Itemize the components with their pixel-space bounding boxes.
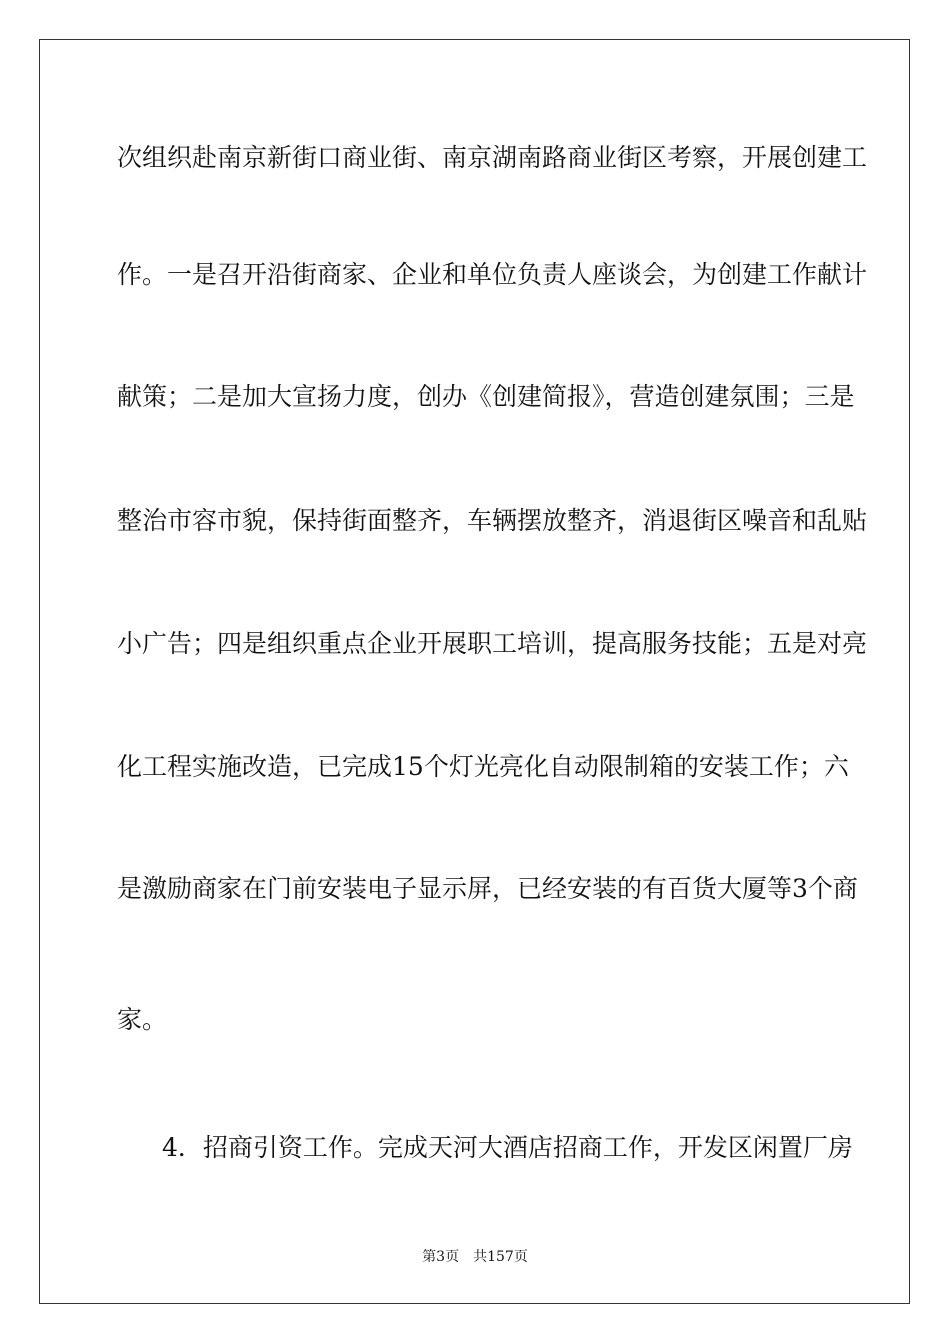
body-text-line: 整治市容市貌，保持街面整齐，车辆摆放整齐，消退街区噪音和乱贴 (117, 506, 868, 535)
body-text-line: 献策；二是加大宣扬力度，创办《创建简报》，营造创建氛围；三是 (117, 382, 855, 411)
body-text-line: 小广告；四是组织重点企业开展职工培训，提高服务技能；五是对亮 (117, 629, 868, 658)
body-text-line: 作。一是召开沿街商家、企业和单位负责人座谈会，为创建工作献计 (117, 260, 868, 289)
body-text-line: 家。 (117, 1005, 168, 1034)
page-number: 第3页 (422, 1249, 460, 1265)
total-pages: 共157页 (473, 1249, 528, 1265)
paragraph-first-line: 4．招商引资工作。完成天河大酒店招商工作，开发区闲置厂房 (162, 1133, 853, 1162)
page-frame (39, 39, 910, 1304)
body-text-line: 化工程实施改造，已完成15个灯光亮化自动限制箱的安装工作；六 (117, 752, 849, 781)
body-text-line: 次组织赴南京新街口商业街、南京湖南路商业街区考察，开展创建工 (117, 143, 868, 172)
body-text-line: 是激励商家在门前安装电子显示屏，已经安装的有百货大厦等3个商 (117, 874, 858, 903)
page-footer (0, 1246, 950, 1266)
